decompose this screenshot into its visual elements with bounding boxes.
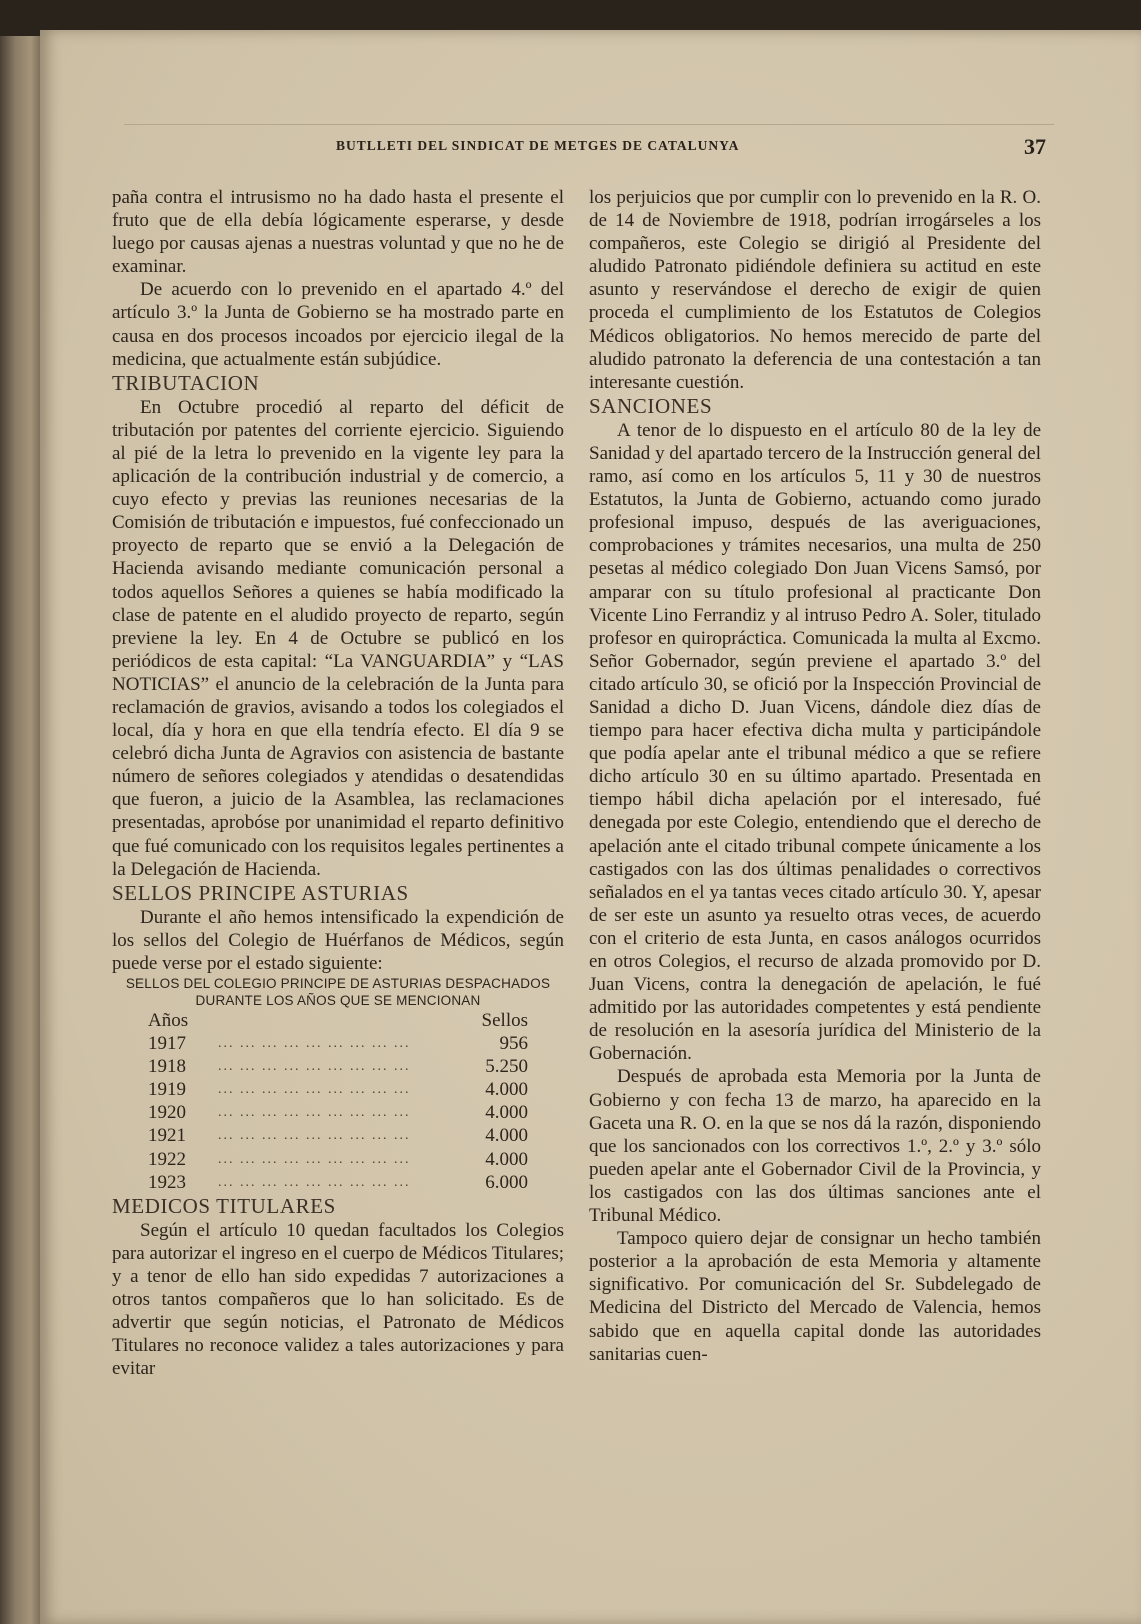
table-cell-value: 4.000	[485, 1102, 528, 1124]
page-number: 37	[1024, 134, 1046, 159]
section-heading-sanciones: SANCIONES	[589, 393, 713, 418]
table-leader-dots: ... ... ... ... ... ... ... ... ...	[218, 1151, 411, 1167]
table-row	[148, 1171, 558, 1194]
book-binding-edge	[0, 36, 44, 1624]
table-leader-dots: ... ... ... ... ... ... ... ... ...	[218, 1036, 411, 1052]
section-heading-sellos: SELLOS PRINCIPE ASTURIAS	[112, 880, 409, 905]
table-cell-year: 1919	[148, 1079, 186, 1101]
paragraph: Tampoco quiero dejar de consignar un hecho también posterior a la aprobación de esta Memoria y altamente significativo. Por comunicación del Sr. Subdelegado de Medicina del Districto del Mercado de Valencia, hemos sabido que en aquella capital donde las autoridades sanitarias cuen-	[589, 1228, 1041, 1365]
table-leader-dots: ... ... ... ... ... ... ... ... ...	[218, 1105, 411, 1121]
left-column	[112, 186, 564, 1380]
table-row	[148, 1148, 558, 1171]
table-cell-value: 4.000	[485, 1125, 528, 1147]
paragraph: A tenor de lo dispuesto en el artículo 80 de la ley de Sanidad y del apartado tercero de la Instrucción general del ramo, así como en los artículos 5, 11 y 30 de nuestros Estatutos, la Junta de Gobierno, actuando como jurado profesional impuso, después de las averiguaciones, comprobaciones y trámites necesarios, una multa de 250 pesetas al médico colegiado Don Juan Vicens Samsó, por amparar con su título profesional al practicante Don Vicente Lino Ferrandiz y al intruso Pedro A. Soler, titulado profesor en quiropráctica. Comunicada la multa al Excmo. Señor Gobernador, según previene el apartado 3.º del citado artículo 30, se ofició por la Inspección Provincial de Sanidad a dicho D. Juan Vicens, dándole diez días de tiempo para hacer efectiva dicha multa y participándole que podía apelar ante el tribunal médico a que se refiere dicho artículo 30 en su último apartado. Presentada en tiempo hábil dicha apelación por el interesado, fué denegada por este Colegio, entendiendo que el derecho de apelación ante el citado tribunal compete únicamente a los castigados con las dos últimas penalidades o correctivos señalados en el ya tantas veces citado artículo 30. Y, apesar de ser este un asunto ya resuelto otras veces, de acuerdo con el criterio de esta Junta, en casos análogos ocurridos en otros Colegios, el recurso de alzada promovido por D. Juan Vicens, contra la denegación de apelación, le fué admitido por las autoridades competentes y está pendiente de resolución en la asesoría jurídica del Ministerio de la Gobernación.	[589, 419, 1041, 1065]
paragraph: los perjuicios que por cumplir con lo prevenido en la R. O. de 14 de Noviembre de 1918, podrían irrogárseles a los compañeros, este Colegio se dirigió al Presidente del aludido Patronato pidiéndole definiera su actitud en este asunto y reservándose el derecho de exigir de quien proceda el cumplimiento de los Estatutos de Colegios Médicos obligatorios. No hemos merecido de parte del aludido patronato la deferencia de una contestación a tan interesante cuestión.	[589, 187, 1041, 393]
table-cell-year: 1921	[148, 1125, 186, 1147]
paragraph: paña contra el intrusismo no ha dado hasta el presente el fruto que de ella debía lógicamente esperarse, y desde luego por causas ajenas a nuestras voluntad y que no he de examinar.	[112, 187, 564, 278]
table-cell-year: 1918	[148, 1056, 186, 1078]
table-cell-year: 1922	[148, 1148, 186, 1170]
table-cell-value: 5.250	[485, 1056, 528, 1078]
section-heading-medicos: MEDICOS TITULARES	[112, 1193, 336, 1218]
paragraph: Según el artículo 10 quedan facultados los Colegios para autorizar el ingreso en el cuerpo de Médicos Titulares; y a tenor de ello han sido expedidas 7 autorizaciones a otros tantos compañeros que lo han solicitado. Es de advertir que según noticias, el Patronato de Médicos Titulares no reconoce validez a tales autorizaciones y para evitar	[112, 1219, 564, 1380]
table-leader-dots: ... ... ... ... ... ... ... ... ...	[218, 1082, 411, 1098]
table-row	[148, 1101, 558, 1124]
table-leader-dots: ... ... ... ... ... ... ... ... ...	[218, 1128, 411, 1144]
table-header-years: Años	[148, 1010, 189, 1031]
table-row	[148, 1124, 558, 1147]
table-cell-value: 4.000	[485, 1148, 528, 1170]
table-cell-year: 1923	[148, 1171, 186, 1193]
table-row	[148, 1032, 558, 1055]
table-row	[148, 1055, 558, 1078]
table-row	[148, 1078, 558, 1101]
table-header-sellos: Sellos	[481, 1010, 528, 1031]
paragraph: Durante el año hemos intensificado la expendición de los sellos del Colegio de Huérfanos de Médicos, según puede verse por el estado siguiente:	[112, 906, 564, 974]
table-cell-year: 1920	[148, 1102, 186, 1124]
right-column	[589, 186, 1041, 1366]
table-cell-value: 4.000	[485, 1079, 528, 1101]
table-cell-value: 956	[499, 1033, 528, 1055]
paragraph: Después de aprobada esta Memoria por la Junta de Gobierno y con fecha 13 de marzo, ha aparecido en la Gaceta una R. O. en la que se nos dá la razón, disponiendo que los sancionados con los correctivos 1.º, 2.º y 3.º sólo pueden apelar ante el Gobernador Civil de la Provincia, y los castigados con las dos últimas sanciones ante el Tribunal Médico.	[589, 1066, 1041, 1227]
table-cell-value: 6.000	[485, 1171, 528, 1193]
table-cell-year: 1917	[148, 1033, 186, 1055]
running-header: BUTLLETI DEL SINDICAT DE METGES DE CATALUNYA	[336, 138, 740, 153]
table-header-row	[148, 1009, 558, 1032]
stamps-table	[148, 1009, 558, 1194]
paragraph: En Octubre procedió al reparto del déficit de tributación por patentes del corriente ejercicio. Siguiendo al pié de la letra lo prevenido en la vigente ley para la aplicación de la contribución industrial y de comercio, a cuyo efecto y previas las reuniones necesarias de la Comisión de tributación e impuestos, fué confeccionado un proyecto de reparto que se envió a la Delegación de Hacienda avisando mediante comunicación personal a todos aquellos Señores a quienes se había modificado la clase de patente en el aludido proyecto de reparto, según previene la ley. En 4 de Octubre se publicó en los periódicos de esta capital: “La VANGUARDIA” y “LAS NOTICIAS” el anuncio de la celebración de la Junta para reclamación de gravios, avisando a todos los colegiados el local, día y hora en que ella tendría efecto. El día 9 se celebró dicha Junta de Agravios con asistencia de bastante número de señores colegiados y atendidas o desatendidas que fueron, a juicio de la Asamblea, las reclamaciones presentadas, aprobóse por unanimidad el reparto definitivo que fué comunicado con los requisitos legales pertinentes a la Delegación de Hacienda.	[112, 396, 564, 880]
table-title: SELLOS DEL COLEGIO PRINCIPE DE ASTURIAS DESPACHADOS DURANTE LOS AÑOS QUE SE MENCIONAN	[125, 976, 551, 1008]
table-leader-dots: ... ... ... ... ... ... ... ... ...	[218, 1059, 411, 1075]
section-heading-tributacion: TRIBUTACION	[112, 370, 260, 395]
paragraph: De acuerdo con lo prevenido en el apartado 4.º del artículo 3.º la Junta de Gobierno se ha mostrado parte en causa en dos procesos incoados por ejercicio ilegal de la medicina, que actualmente están subjúdice.	[112, 279, 564, 370]
header-rule	[124, 124, 1054, 125]
table-leader-dots: ... ... ... ... ... ... ... ... ...	[218, 1174, 411, 1190]
